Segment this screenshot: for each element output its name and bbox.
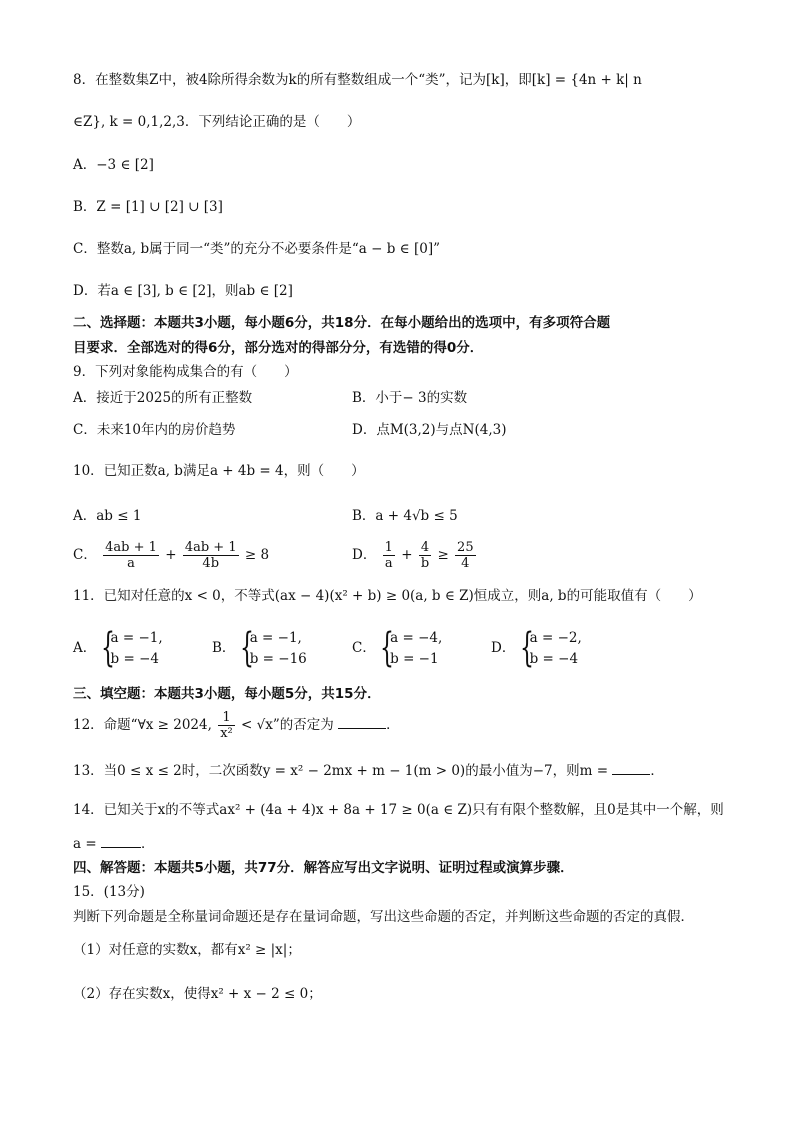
q10-c-fraction-2 [183, 540, 239, 571]
q8-option-b: B．Z = [1] ∪ [2] ∪ [3] [73, 199, 223, 215]
q10-option-b: B．a + 4√b ≤ 5 [352, 508, 458, 524]
q8-stem-line2: ∈Z}, k = 0,1,2,3．下列结论正确的是（ ） [73, 114, 361, 130]
q10-option-d-label: D． [352, 547, 377, 563]
q13-pre: 13．当0 ≤ x ≤ 2时，二次函数y = x² − 2mx + m − 1(m > 0)的最小值为−7，则m = [73, 763, 609, 779]
q10-option-a: A．ab ≤ 1 [73, 508, 142, 524]
q12-fraction [218, 710, 235, 741]
case-row: a = −2, [529, 629, 582, 646]
q8-option-d: D．若a ∈ [3], b ∈ [2]，则ab ∈ [2] [73, 283, 293, 299]
q11-b-cases [239, 624, 307, 671]
ge-sign: ≥ [437, 547, 449, 563]
fraction-numerator: 4ab + 1 [105, 540, 157, 555]
left-brace-icon: { [380, 624, 395, 671]
case-row: a = −1, [249, 629, 302, 646]
q10-option-c [73, 538, 269, 572]
q11-option-c [352, 626, 442, 670]
section3-heading: 三、填空题：本题共3小题，每小题5分，共15分． [73, 686, 381, 702]
q15-title: 15．(13分) [73, 884, 145, 900]
q9-option-a: A．接近于2025的所有正整数 [73, 390, 253, 406]
left-brace-icon: { [239, 624, 254, 671]
q11-option-a-label: A． [73, 640, 97, 656]
q11-c-cases [380, 624, 443, 671]
q14-line2-pre: a = [73, 836, 97, 852]
q11-d-cases [519, 624, 582, 671]
case-row: b = −4 [110, 650, 159, 667]
q9-option-c: C．未来10年内的房价趋势 [73, 422, 236, 438]
fraction-denominator: b [420, 556, 430, 571]
q12-end: ． [386, 717, 400, 733]
q13-answer-blank[interactable] [612, 760, 650, 775]
fraction-denominator: a [127, 556, 135, 571]
fraction-denominator: x² [220, 726, 233, 741]
plus-sign: + [165, 547, 177, 563]
q10-c-fraction-1 [103, 540, 159, 571]
q11-option-b-label: B． [212, 640, 236, 656]
q13-end: ． [650, 763, 664, 779]
q13-line [73, 760, 664, 781]
plus-sign: + [401, 547, 413, 563]
fraction-numerator: 1 [218, 710, 235, 726]
q10-option-c-label: C． [73, 547, 97, 563]
q10-stem: 10．已知正数a, b满足a + 4b = 4，则（ ） [73, 463, 365, 479]
q11-a-cases [100, 624, 163, 671]
fraction-numerator: 4 [419, 540, 431, 556]
fraction-numerator: 25 [457, 540, 474, 555]
q12-post: < √x”的否定为 [241, 717, 334, 733]
q12-answer-blank[interactable] [338, 714, 386, 729]
q11-option-b [212, 626, 307, 670]
q12-line [73, 708, 400, 742]
section2-heading-line2: 目要求．全部选对的得6分，部分选对的得部分分，有选错的得0分． [73, 340, 484, 356]
fraction-denominator: 4b [202, 556, 220, 571]
section2-heading-line1: 二、选择题：本题共3小题，每小题6分，共18分．在每小题给出的选项中，有多项符合题 [73, 315, 611, 331]
q8-option-a: A．−3 ∈ [2] [73, 157, 154, 173]
q10-d-fraction-3 [455, 540, 476, 571]
q14-end: ． [140, 836, 155, 852]
fraction-numerator: 1 [384, 540, 393, 555]
q11-option-c-label: C． [352, 640, 376, 656]
case-row: b = −4 [529, 650, 579, 667]
case-row: b = −16 [249, 650, 307, 667]
q10-option-d [352, 538, 478, 572]
case-row: a = −4, [390, 629, 443, 646]
case-row: a = −1, [110, 629, 163, 646]
fraction-denominator: 4 [461, 556, 470, 571]
q11-option-d-label: D． [491, 640, 516, 656]
q14-line1: 14．已知关于x的不等式ax² + (4a + 4)x + 8a + 17 ≥ 0(a ∈ Z)只有有限个整数解，且0是其中一个解，则 [73, 802, 724, 818]
fraction-denominator: a [384, 556, 393, 571]
case-row: b = −1 [390, 650, 439, 667]
left-brace-icon: { [519, 624, 534, 671]
q10-d-fraction-1 [383, 540, 395, 571]
q14-answer-blank[interactable] [101, 833, 141, 848]
q15-part2: （2）存在实数x，使得x² + x − 2 ≤ 0； [73, 986, 322, 1002]
q9-option-d: D．点M(3,2)与点N(4,3) [352, 422, 507, 438]
q9-stem: 9．下列对象能构成集合的有（ ） [73, 364, 298, 380]
inequality-tail: ≥ 8 [244, 547, 270, 563]
q10-d-fraction-2 [419, 540, 431, 571]
q15-stem: 判断下列命题是全称量词命题还是存在量词命题，写出这些命题的否定，并判断这些命题的否定的真假． [73, 909, 694, 925]
q9-option-b: B．小于− 3的实数 [352, 390, 468, 406]
q8-option-c: C．整数a, b属于同一“类”的充分不必要条件是“a − b ∈ [0]” [73, 241, 440, 257]
q15-part1: （1）对任意的实数x，都有x² ≥ |x|； [73, 942, 301, 958]
q12-pre: 12．命题“∀x ≥ 2024, [73, 717, 212, 733]
q14-line2 [73, 833, 154, 854]
q11-option-a [73, 626, 163, 670]
q8-stem-line1: 8．在整数集Z中，被4除所得余数为k的所有整数组成一个“类”，记为[k]，即[k] = {4n + k| n [73, 72, 642, 88]
fraction-numerator: 4ab + 1 [184, 540, 237, 555]
section4-heading: 四、解答题：本题共5小题，共77分．解答应写出文字说明、证明过程或演算步骤． [73, 860, 574, 876]
left-brace-icon: { [100, 624, 115, 671]
q11-option-d [491, 626, 582, 670]
q11-stem: 11．已知对任意的x < 0，不等式(ax − 4)(x² + b) ≥ 0(a, b ∈ Z)恒成立，则a, b的可能取值有（ ） [73, 588, 702, 604]
